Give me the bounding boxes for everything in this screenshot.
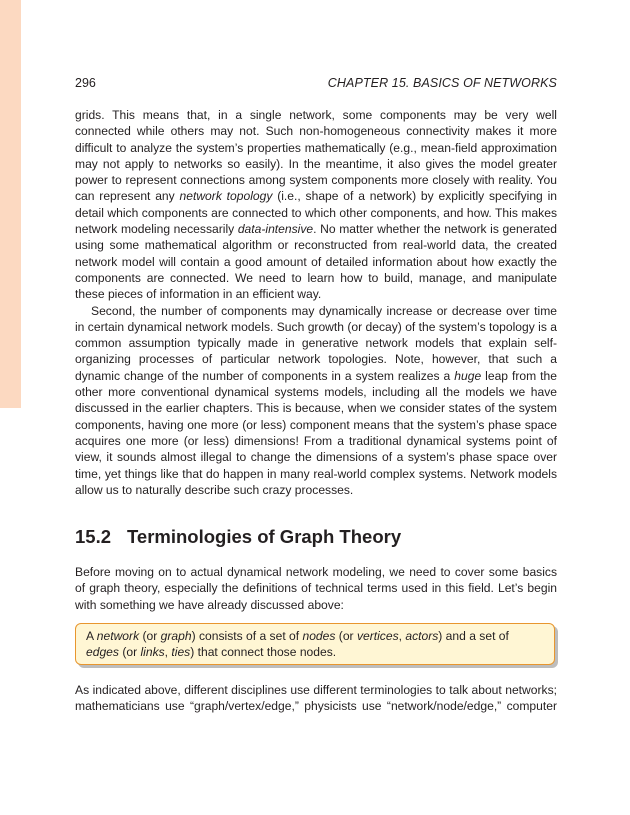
section-number: 15.2: [75, 526, 112, 547]
def-text: (or: [118, 645, 141, 660]
term-edges: edges: [86, 645, 119, 660]
term-huge: huge: [454, 368, 482, 383]
p1-text-1: grids. This means that, in a single network, some components may be very well connected while others may not. Such non-homogeneous connectivity makes it more difficult to analyze the system’s properties mathematically (e.g., mean-field approximation may not apply to networks so easily). In the meantime, it also gives the model greater power to represent connections among system components more closely with reality. You can represent any: [75, 108, 557, 204]
p2-text-1: Second, the number of components may dynamically increase or decrease over time in certain dynamical network models. Such growth (or decay) of the system’s topology is a common assumption typically made in generative network models that explain self-organizing processes of particular network topologies. Note, however, that such a dynamic change of the number of components in a system realizes a: [75, 303, 557, 383]
section-heading: [75, 526, 401, 548]
p2-text-2: leap from the other more conventional dynamical systems models, including all the models we have discussed in the earlier chapters. This is because, when we consider states of the system components, having one more (or less) component means that the system’s phase space acquires one more (or less) dimensions! From a traditional dynamical systems point of view, it sounds almost illegal to change the dimensions of a system’s phase space over time, yet things like that do happen in many real-world complex systems. Network models allow us to naturally describe such crazy processes.: [75, 368, 557, 497]
p1-text-3: . No matter whether the network is generated using some mathematical algorithm or reconstructed from real-world data, the created network model will contain a good amount of detailed information about how exactly the components are connected. We need to learn how to build, manage, and manipulate these pieces of information in an efficient way.: [75, 222, 558, 302]
term-vertices: vertices: [356, 629, 399, 643]
term-actors: actors: [405, 629, 439, 643]
def-text: ) that connect those nodes.: [190, 645, 337, 660]
term-graph: graph: [160, 629, 192, 643]
def-text: ,: [398, 629, 406, 643]
term-links: links: [140, 645, 165, 660]
paragraph-2: [75, 303, 557, 499]
page-number: 296: [75, 76, 96, 90]
following-paragraph: As indicated above, different disciplines use different terminologies to talk about networks; mathematicians use “graph/vertex/edge,” physicists use “network/node/edge,” computer: [75, 683, 557, 714]
term-nodes: nodes: [302, 629, 336, 643]
term-ties: ties: [171, 645, 191, 660]
intro-paragraph: Before moving on to actual dynamical network modeling, we need to cover some basics of graph theory, especially the definitions of technical terms used in this field. Let’s begin with something we have already discussed above:: [75, 565, 557, 612]
section-title: Terminologies of Graph Theory: [127, 526, 402, 547]
term-data-intensive: data-intensive: [237, 222, 314, 237]
def-text: ,: [164, 645, 172, 660]
term-network-topology: network topology: [179, 189, 273, 204]
def-text: (or: [335, 629, 357, 643]
def-text: A: [86, 629, 97, 643]
def-text: (or: [139, 629, 161, 643]
def-text: ) consists of a set of: [191, 629, 303, 643]
definition-box: [75, 623, 555, 665]
chapter-title: CHAPTER 15. BASICS OF NETWORKS: [327, 76, 557, 90]
term-network: network: [96, 629, 140, 643]
def-text: ) and a set of: [438, 629, 509, 643]
paragraph-1: [75, 107, 557, 303]
side-thumb-tab: [0, 0, 21, 408]
p1-text-2: (i.e., shape of a network) by explicitly specifying in detail which components are connected to which other components, and how. This makes network modeling necessarily: [75, 189, 558, 237]
body-text: [75, 107, 557, 498]
